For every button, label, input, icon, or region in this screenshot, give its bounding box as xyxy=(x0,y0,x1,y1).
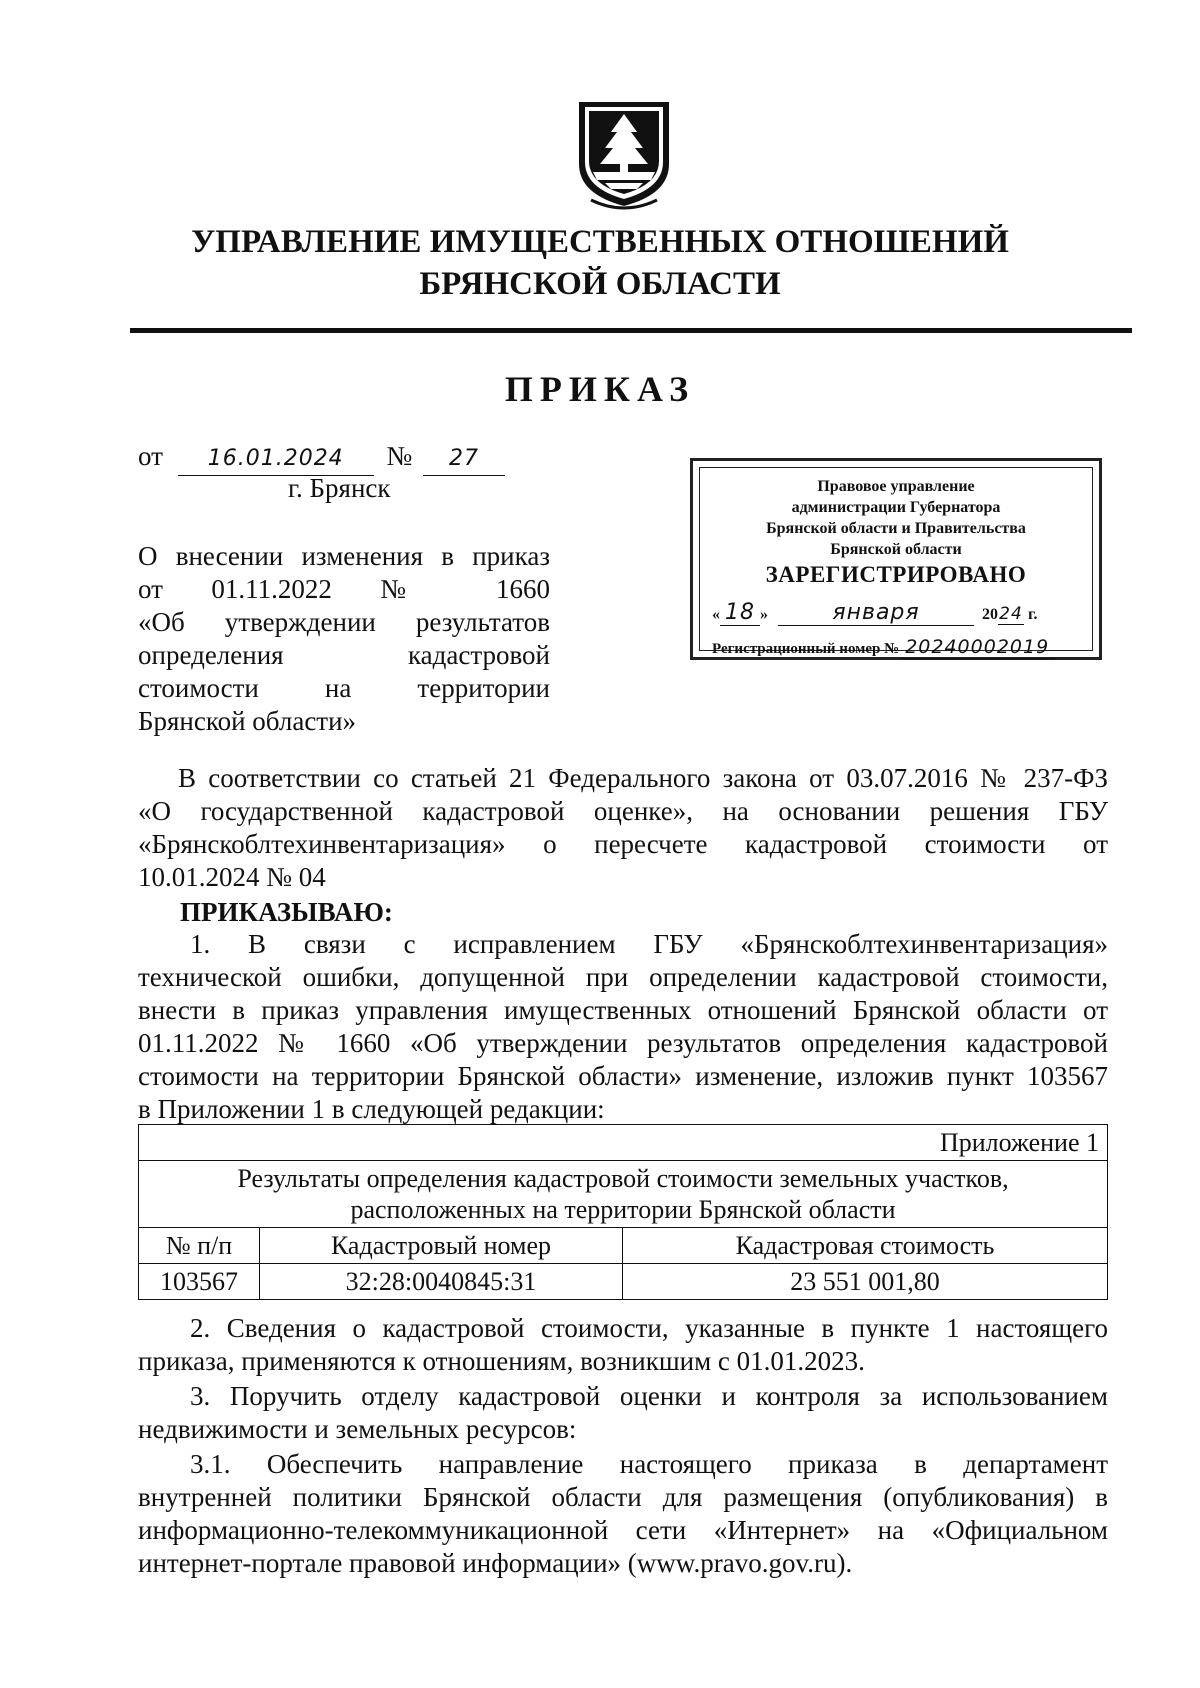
item-1-line: внести в приказ управления имущественных отношений Брянской области от xyxy=(138,995,1108,1025)
table-caption xyxy=(139,1161,1108,1228)
document-type-title: ПРИКАЗ xyxy=(504,369,696,409)
table-header-cell: № п/п xyxy=(139,1228,260,1264)
coat-of-arms-emblem xyxy=(571,98,677,210)
item-2-line: приказа, применяются к отношениям, возникшим с 01.01.2023. xyxy=(138,1346,865,1376)
item-1-line: 1. В связи с исправлением ГБУ «Брянскоблтехинвентаризация» xyxy=(190,929,1108,959)
table-header-cell: Кадастровый номер xyxy=(260,1228,623,1264)
stamp-reg-number-row xyxy=(712,636,1082,659)
stamp-year-prefix: 20 xyxy=(982,606,998,623)
cadastral-value-table xyxy=(138,1124,1108,1300)
city: г. Брянск xyxy=(288,473,391,503)
item-3-1-line: 3.1. Обеспечить направление настоящего приказа в департамент xyxy=(190,1449,1108,1479)
subject-line: стоимости на территории xyxy=(138,673,550,703)
stamp-reg-number: 20240002019 xyxy=(899,636,1055,659)
table-cell: 23 551 001,80 xyxy=(623,1264,1108,1300)
preamble-paragraph xyxy=(138,762,1108,894)
item-1-line: стоимости на территории Брянской области» изменение, изложив пункт 103567 xyxy=(138,1061,1108,1091)
stamp-year-suffix: 24 xyxy=(999,604,1023,624)
item-3-line: недвижимости и земельных ресурсов: xyxy=(138,1414,577,1444)
organization-name-line1: УПРАВЛЕНИЕ ИМУЩЕСТВЕННЫХ ОТНОШЕНИЙ xyxy=(191,224,1009,260)
subject-line: определения кадастровой xyxy=(138,640,550,670)
stamp-line-1: Правовое управление xyxy=(817,478,975,495)
registration-stamp xyxy=(690,458,1102,660)
item-3-1-line: информационно-телекоммуникационной сети «Интернет» на «Официальном xyxy=(138,1515,1108,1545)
item-1-line: 01.11.2022 № 1660 «Об утверждении результатов определения кадастровой xyxy=(138,1028,1108,1058)
item-2-line: 2. Сведения о кадастровой стоимости, указанные в пункте 1 настоящего xyxy=(190,1313,1108,1343)
stamp-line-2: администрации Губернатора xyxy=(791,499,1001,516)
number-prefix: № xyxy=(386,441,413,471)
header-divider xyxy=(130,328,1132,333)
item-1-paragraph xyxy=(138,928,1108,1126)
table-caption-line2: расположенных на территории Брянской области xyxy=(350,1195,896,1224)
order-subject xyxy=(138,540,550,738)
stamp-registered-label: ЗАРЕГИСТРИРОВАНО xyxy=(765,562,1027,587)
table-header-cell: Кадастровая стоимость xyxy=(623,1228,1108,1264)
preamble-line: «О государственной кадастровой оценке», на основании решения ГБУ xyxy=(138,796,1108,826)
order-number: 27 xyxy=(423,442,505,476)
stamp-year-end: г. xyxy=(1028,606,1038,623)
organization-name-line2: БРЯНСКОЙ ОБЛАСТИ xyxy=(419,266,781,302)
item-3-line: 3. Поручить отделу кадастровой оценки и контроля за использованием xyxy=(190,1381,1108,1411)
preamble-line: «Брянскоблтехинвентаризация» о пересчете кадастровой стоимости от xyxy=(138,829,1108,859)
item-2-paragraph xyxy=(138,1312,1108,1378)
subject-line: «Об утверждении результатов xyxy=(138,607,550,637)
order-date: 16.01.2024 xyxy=(178,442,374,476)
subject-line: Брянской области» xyxy=(138,706,357,736)
preamble-line: 10.01.2024 № 04 xyxy=(138,862,326,892)
stamp-month: января xyxy=(778,600,974,626)
item-3-1-paragraph xyxy=(138,1448,1108,1580)
stamp-line-3: Брянской области и Правительства xyxy=(766,520,1026,537)
date-prefix: от xyxy=(138,441,163,471)
stamp-day: 18 xyxy=(720,600,760,626)
table-caption-line1: Результаты определения кадастровой стоимости земельных участков, xyxy=(237,1164,1009,1193)
table-cell: 103567 xyxy=(139,1264,260,1300)
order-date-number xyxy=(138,440,505,476)
stamp-date-row: « 18 » января 2024 г. xyxy=(712,600,1038,625)
item-3-1-line: интернет-портале правовой информации» (www.pravo.gov.ru). xyxy=(138,1548,853,1578)
table-row xyxy=(139,1264,1108,1300)
stamp-reg-label: Регистрационный номер № xyxy=(712,641,900,657)
stamp-line-4: Брянской области xyxy=(830,541,962,558)
item-1-line: в Приложении 1 в следующей редакции: xyxy=(138,1094,605,1124)
item-3-1-line: внутренней политики Брянской области для размещения (опубликования) в xyxy=(138,1482,1108,1512)
order-word: ПРИКАЗЫВАЮ: xyxy=(180,897,393,927)
subject-line: О внесении изменения в приказ xyxy=(138,541,550,571)
subject-line: от 01.11.2022 № 1660 xyxy=(138,574,550,604)
table-appendix-label: Приложение 1 xyxy=(139,1125,1108,1161)
preamble-line: В соответствии со статьей 21 Федерального закона от 03.07.2016 № 237-ФЗ xyxy=(178,763,1108,793)
item-3-paragraph xyxy=(138,1380,1108,1446)
item-1-line: технической ошибки, допущенной при определении кадастровой стоимости, xyxy=(138,962,1108,992)
table-cell: 32:28:0040845:31 xyxy=(260,1264,623,1300)
